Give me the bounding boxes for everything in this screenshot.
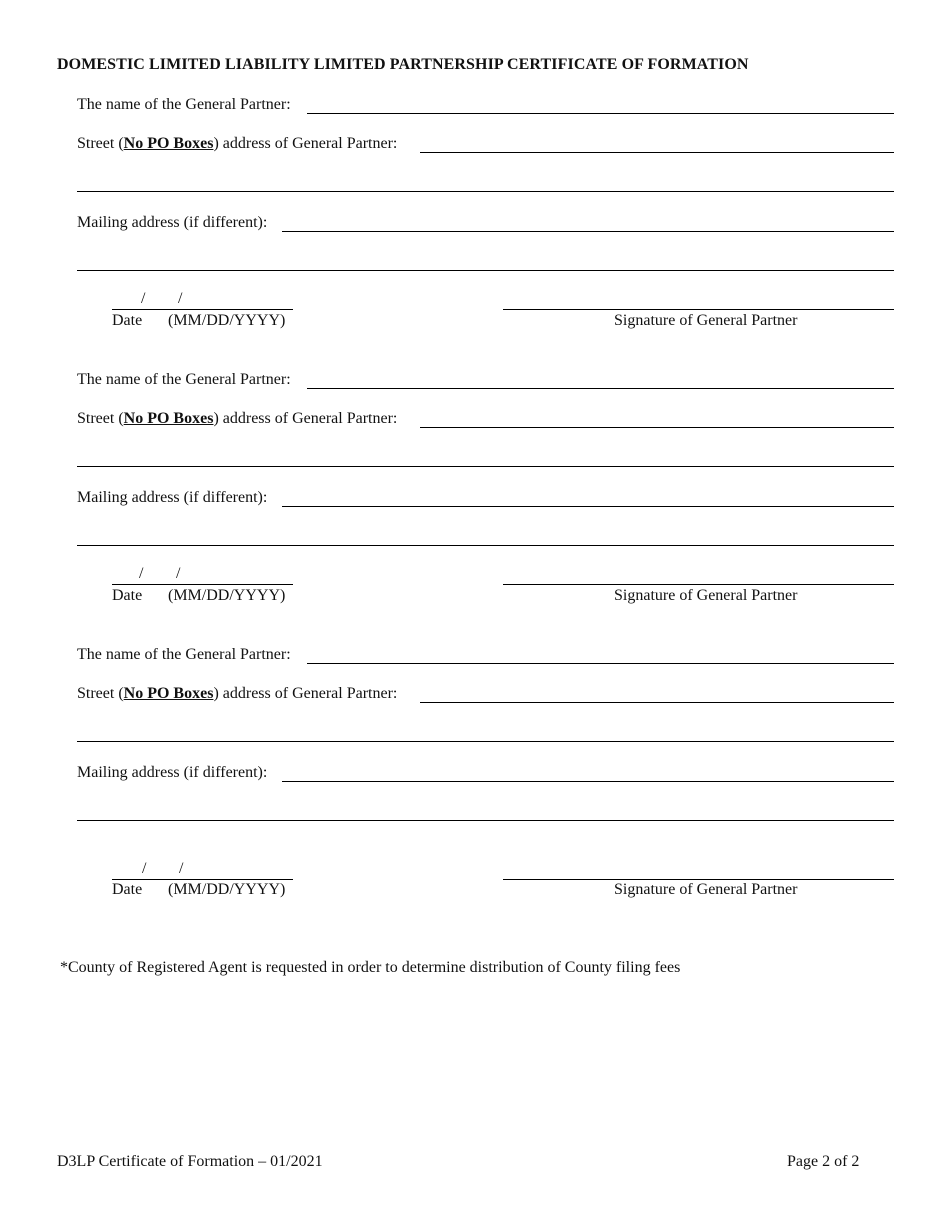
signature-field[interactable] [503, 309, 894, 310]
date-slash: / [139, 565, 144, 582]
gp-name-field[interactable] [307, 113, 894, 114]
street-address-label: Street (No PO Boxes) address of General Partner: [77, 410, 398, 427]
street-address-field[interactable] [420, 152, 894, 153]
mailing-address-field[interactable] [282, 781, 894, 782]
date-label: Date [112, 312, 143, 329]
page-number: Page 2 of 2 [787, 1153, 860, 1170]
mailing-address-label: Mailing address (if different): [77, 214, 268, 231]
mailing-address-field-line-2[interactable] [77, 545, 894, 546]
gp-name-field[interactable] [307, 663, 894, 664]
street-address-field[interactable] [420, 702, 894, 703]
no-po-boxes-emphasis: No PO Boxes [123, 410, 214, 427]
gp-name-field[interactable] [307, 388, 894, 389]
form-title: DOMESTIC LIMITED LIABILITY LIMITED PARTNERSHIP CERTIFICATE OF FORMATION [57, 56, 749, 73]
signature-field[interactable] [503, 584, 894, 585]
date-slash: / [179, 860, 184, 877]
county-footnote: *County of Registered Agent is requested in order to determine distribution of County filing fees [60, 959, 681, 976]
date-slash: / [176, 565, 181, 582]
street-address-field-line-2[interactable] [77, 191, 894, 192]
date-label: Date [112, 881, 143, 898]
signature-label: Signature of General Partner [614, 312, 798, 329]
gp-name-label: The name of the General Partner: [77, 371, 291, 388]
gp-name-label: The name of the General Partner: [77, 96, 291, 113]
no-po-boxes-emphasis: No PO Boxes [123, 135, 214, 152]
street-address-field[interactable] [420, 427, 894, 428]
gp-name-label: The name of the General Partner: [77, 646, 291, 663]
mailing-address-field[interactable] [282, 506, 894, 507]
street-address-field-line-2[interactable] [77, 466, 894, 467]
date-slash: / [141, 290, 146, 307]
street-address-label: Street (No PO Boxes) address of General Partner: [77, 685, 398, 702]
signature-field[interactable] [503, 879, 894, 880]
mailing-address-label: Mailing address (if different): [77, 764, 268, 781]
no-po-boxes-emphasis: No PO Boxes [123, 685, 214, 702]
date-field[interactable] [112, 584, 293, 585]
mailing-address-field[interactable] [282, 231, 894, 232]
street-address-label: Street (No PO Boxes) address of General Partner: [77, 135, 398, 152]
form-id-footer: D3LP Certificate of Formation – 01/2021 [57, 1153, 323, 1170]
street-address-field-line-2[interactable] [77, 741, 894, 742]
date-format-label: (MM/DD/YYYY) [168, 312, 286, 329]
mailing-address-field-line-2[interactable] [77, 270, 894, 271]
mailing-address-field-line-2[interactable] [77, 820, 894, 821]
date-slash: / [178, 290, 183, 307]
date-field[interactable] [112, 309, 293, 310]
date-label: Date [112, 587, 143, 604]
date-format-label: (MM/DD/YYYY) [168, 881, 286, 898]
date-field[interactable] [112, 879, 293, 880]
signature-label: Signature of General Partner [614, 587, 798, 604]
mailing-address-label: Mailing address (if different): [77, 489, 268, 506]
date-slash: / [142, 860, 147, 877]
signature-label: Signature of General Partner [614, 881, 798, 898]
date-format-label: (MM/DD/YYYY) [168, 587, 286, 604]
